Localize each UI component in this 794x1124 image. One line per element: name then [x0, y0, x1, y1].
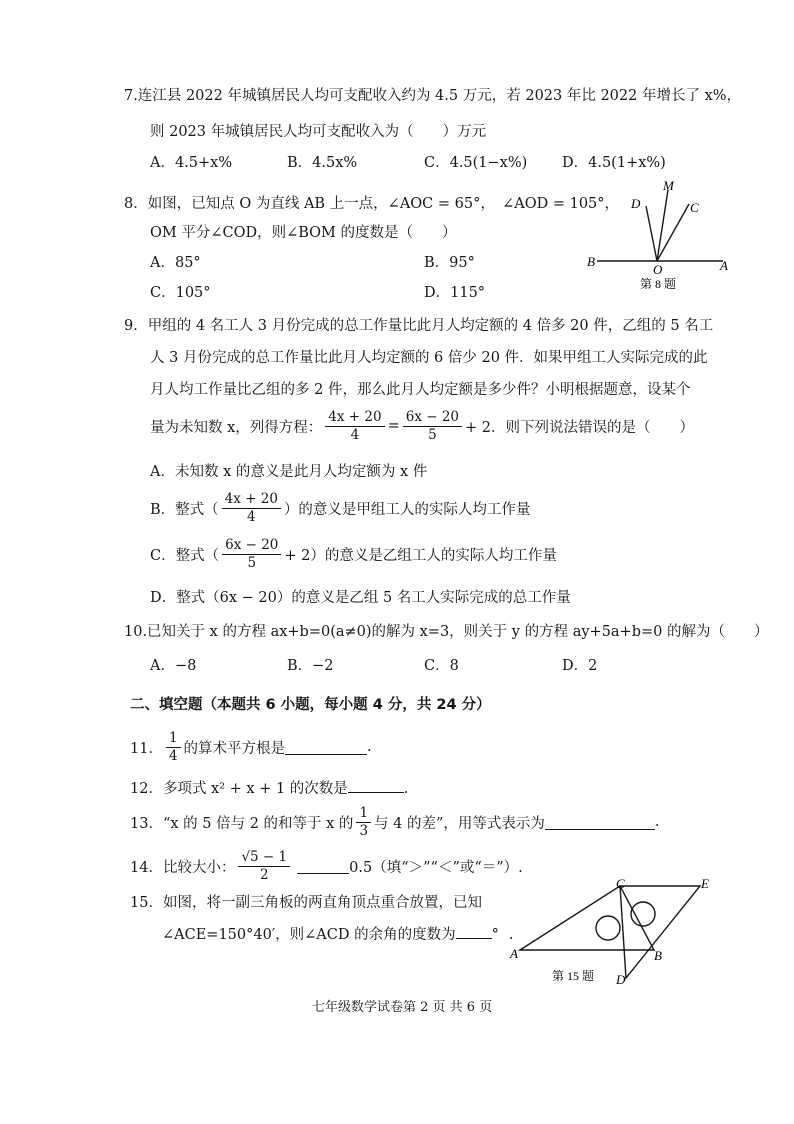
q9-option-b-suffix: ）的意义是甲组工人的实际人均工作量: [283, 501, 531, 518]
q15-label-e: E: [701, 876, 709, 891]
q9-option-c-suffix: + 2）的意义是乙组工人的实际人均工作量: [284, 547, 557, 564]
q8-label-a: A: [720, 258, 728, 273]
q15-label-c: C: [616, 876, 625, 891]
q13-answer-blank[interactable]: [545, 815, 655, 830]
page-footer: 七年级数学试卷第 2 页 共 6 页: [312, 1000, 493, 1015]
q9-option-b: [150, 486, 530, 530]
q14: [130, 842, 523, 890]
q9-option-d: D．整式（6x − 20）的意义是乙组 5 名工人实际完成的总工作量: [150, 590, 571, 606]
q8-label-m: M: [663, 178, 674, 193]
q13-fraction: [356, 805, 371, 840]
q14-prefix: 14．比较大小：: [130, 859, 236, 876]
q7-option-d: D．4.5(1+x%): [562, 155, 666, 171]
q8-option-c: C．105°: [150, 285, 211, 301]
q9-option-c-denominator: 5: [247, 554, 257, 571]
q15-caption: 第 15 题: [552, 969, 595, 983]
q9-equation-line: [150, 404, 694, 448]
q7-option-a: A．4.5+x%: [150, 155, 233, 171]
q9-eq-tail: + 2．则下列说法错误的是（ ）: [465, 419, 694, 436]
q8-label-d: D: [631, 196, 641, 211]
q7-option-c: C．4.5(1−x%): [424, 155, 528, 171]
q15-figure: [508, 876, 722, 990]
q15-triangle-acb: [520, 886, 654, 950]
q9-option-c-prefix: C．整式（: [150, 547, 220, 564]
q13-prefix: 13．“x 的 5 倍与 2 的和等于 x 的: [130, 815, 354, 832]
q13-end: .: [654, 814, 660, 830]
q15-degree-unit: °: [491, 927, 499, 943]
q15-answer-blank[interactable]: [456, 924, 492, 939]
q15-end: .: [508, 927, 514, 943]
q9-stem-line1: 9．甲组的 4 名工人 3 月份完成的总工作量比此月人均定额的 4 倍多 20 件，乙组的 5 名工: [124, 318, 714, 334]
q8-option-b: B．95°: [424, 255, 475, 271]
q7-stem-line1: 7.连江县 2022 年城镇居民人均可支配收入约为 4.5 万元，若 2023 年比 2022 年增长了 x%，: [124, 88, 742, 104]
q10-option-c: C．8: [424, 658, 459, 674]
q8-option-a: A．85°: [150, 255, 201, 271]
q9-option-c-numerator: 6x − 20: [222, 537, 281, 555]
q9-option-b-numerator: 4x + 20: [222, 491, 281, 509]
q8-label-o: O: [653, 262, 663, 277]
q8-option-d: D．115°: [424, 285, 486, 301]
q8-stem-line1: 8．如图，已知点 O 为直线 AB 上一点，∠AOC = 65°， ∠AOD = 105°，: [124, 196, 620, 212]
q9-eq-right-fraction: [403, 409, 462, 444]
q9-eq-left-denominator: 4: [350, 426, 360, 443]
q9-stem-line3: 月人均工作量比乙组的多 2 件，那么此月人均定额是多少件？小明根据题意，设某个: [150, 382, 691, 398]
q8-stem-line2: OM 平分∠COD，则∠BOM 的度数是（ ）: [150, 225, 457, 241]
q9-stem-line2: 人 3 月份完成的总工作量比此月人均定额的 6 倍少 20 件．如果甲组工人实际完成的此: [150, 350, 708, 366]
q11-denominator: 4: [168, 747, 178, 764]
q15-label-b: B: [654, 948, 662, 963]
section-2-title: 二、填空题（本题共 6 小题，每小题 4 分，共 24 分）: [130, 697, 491, 713]
q15-stem-line1: 15．如图，将一副三角板的两直角顶点重合放置，已知: [130, 895, 482, 911]
q9-eq-equals: =: [387, 418, 400, 434]
q13: [130, 800, 660, 844]
q14-numerator: √5 − 1: [238, 849, 290, 867]
q11: [130, 725, 372, 769]
q8-figure: [585, 176, 735, 294]
q15-triangle-ced: [620, 886, 700, 978]
q13-suffix: 与 4 的差”，用等式表示为: [374, 815, 545, 832]
q10-stem: 10.已知关于 x 的方程 ax+b=0(a≠0)的解为 x=3，则关于 y 的方程 ay+5a+b=0 的解为（ ）: [124, 624, 769, 640]
q9-option-c: [150, 532, 557, 576]
q13-denominator: 3: [359, 822, 369, 839]
q15-label-a: A: [510, 946, 518, 961]
q8-label-c: C: [690, 200, 699, 215]
q11-answer-blank[interactable]: [285, 740, 367, 755]
q7-stem-line2: 则 2023 年城镇居民人均可支配收入为（ ）万元: [150, 124, 487, 140]
q11-text: 的算术平方根是: [183, 740, 286, 757]
q14-fraction: [238, 849, 290, 884]
q13-numerator: 1: [356, 805, 371, 823]
q14-answer-blank[interactable]: [297, 859, 349, 874]
q8-ray-od: [646, 206, 657, 261]
q11-numerator: 1: [166, 730, 181, 748]
q14-denominator: 2: [260, 866, 269, 883]
q12-text: 12．多项式 x² + x + 1 的次数是: [130, 781, 348, 797]
q15-circle-left: [596, 916, 620, 940]
q11-fraction: [166, 730, 181, 765]
q9-eq-left-numerator: 4x + 20: [325, 409, 384, 427]
q15-stem-line2: [162, 923, 513, 944]
q9-option-c-fraction: [222, 537, 281, 572]
q9-line4-text: 量为未知数 x，列得方程：: [150, 419, 323, 436]
q12-answer-blank[interactable]: [348, 778, 404, 793]
q8-caption: 第 8 题: [640, 277, 677, 291]
q10-option-b: B．−2: [287, 658, 334, 674]
q9-option-b-prefix: B．整式（: [150, 501, 219, 518]
q12: [130, 777, 408, 798]
q8-label-b: B: [587, 254, 595, 269]
q9-eq-right-denominator: 5: [428, 426, 437, 443]
q12-end: .: [403, 781, 409, 797]
q15-label-d: D: [616, 972, 626, 987]
q7-option-b: B．4.5x%: [287, 155, 358, 171]
q14-suffix: 0.5（填“＞”“＜”或“＝”）.: [349, 859, 523, 876]
q11-end: .: [367, 739, 372, 755]
q9-option-b-fraction: [222, 491, 281, 526]
q15-line2-text: ∠ACE=150°40′，则∠ACD 的余角的度数为: [162, 927, 456, 943]
q10-option-d: D．2: [562, 658, 598, 674]
q9-eq-right-numerator: 6x − 20: [403, 409, 462, 427]
q9-eq-left-fraction: [325, 409, 384, 444]
q9-option-b-denominator: 4: [247, 508, 256, 525]
q10-option-a: A．−8: [150, 658, 197, 674]
q9-option-a: A．未知数 x 的意义是此月人均定额为 x 件: [150, 464, 428, 480]
q11-number: 11．: [130, 740, 163, 757]
